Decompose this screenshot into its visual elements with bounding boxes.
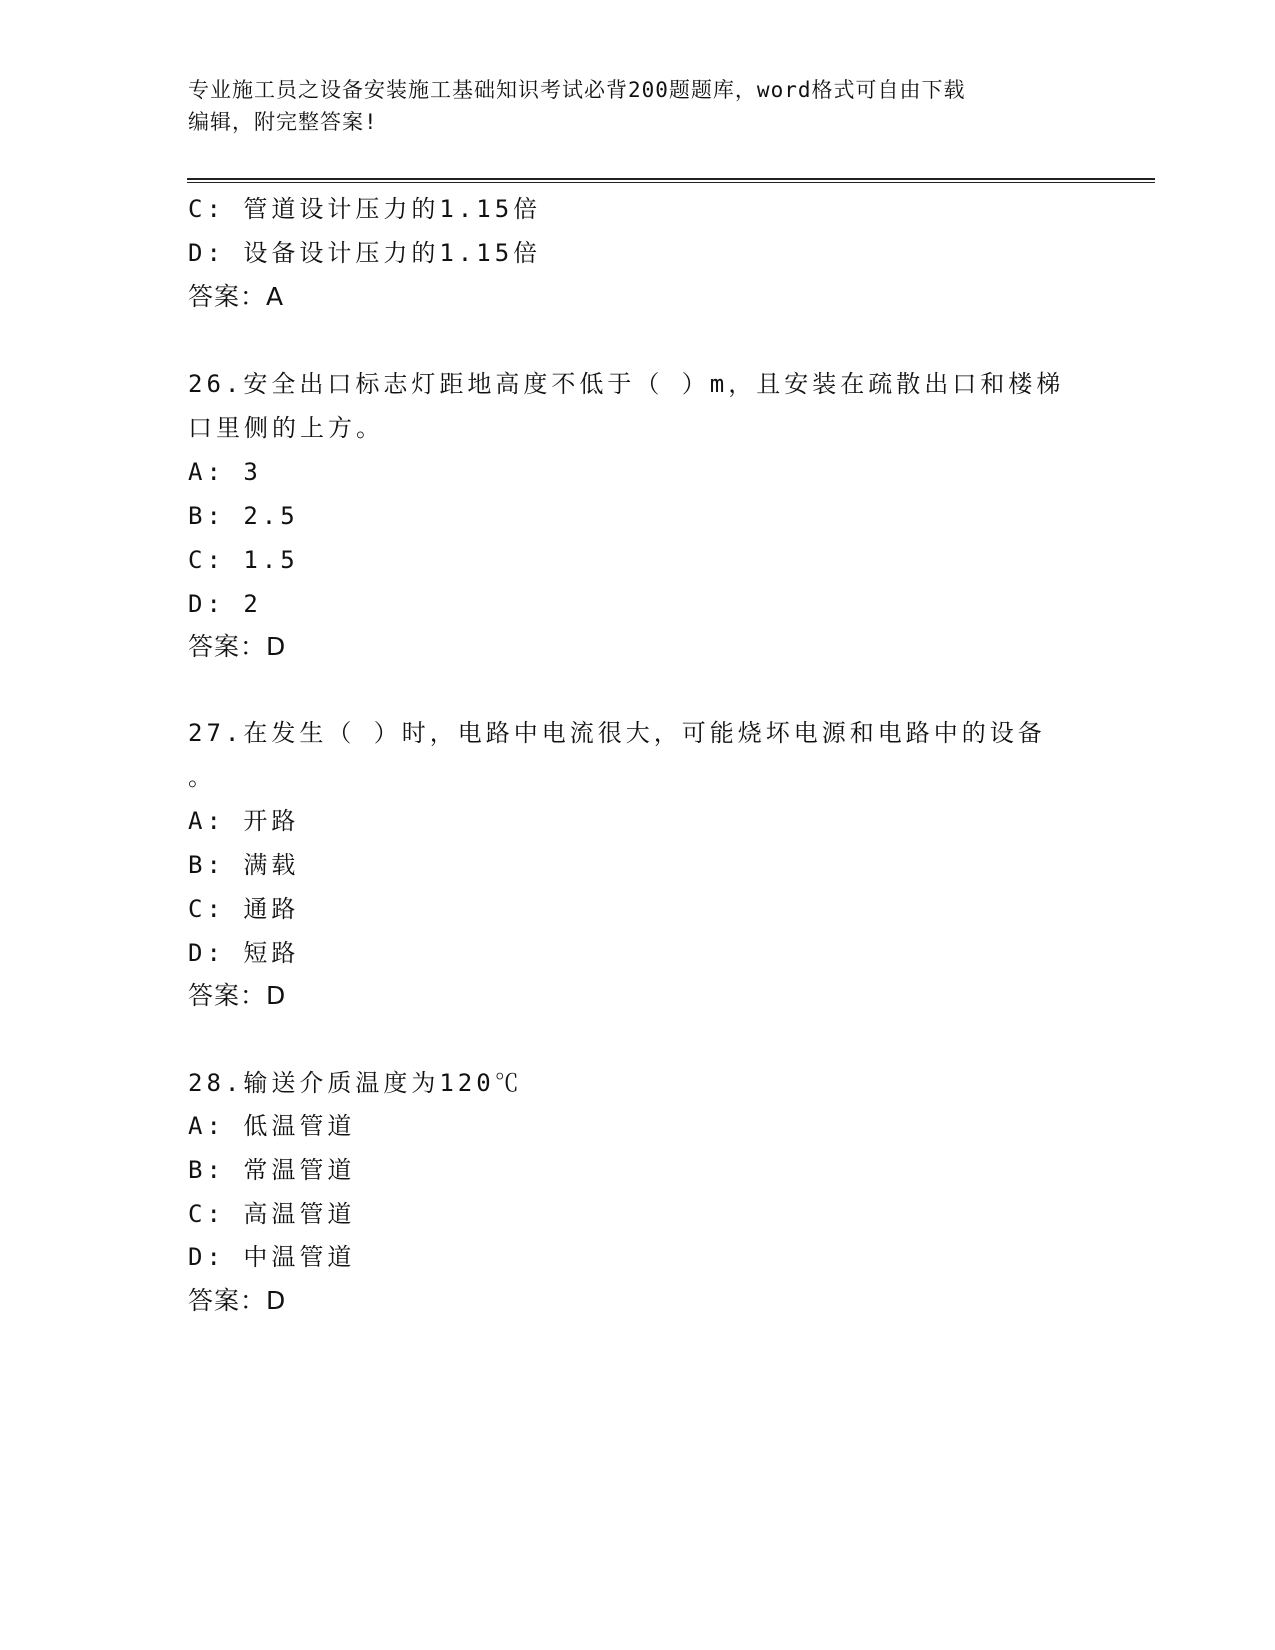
question-26-option-c: C: 1.5 [188, 546, 299, 574]
question-26-stem-line-2: 口里侧的上方。 [188, 414, 384, 442]
question-27-answer: 答案：D [188, 981, 287, 1010]
question-28-option-a: A: 低温管道 [188, 1112, 356, 1140]
answer-line: 答案：A [188, 282, 285, 311]
question-28-option-d: D: 中温管道 [188, 1243, 356, 1271]
header-title-line-1: 专业施工员之设备安装施工基础知识考试必背200题题库，word格式可自由下载 [188, 78, 966, 102]
question-27-option-c: C: 通路 [188, 895, 300, 923]
option-c: C: 管道设计压力的1.15倍 [188, 195, 542, 223]
question-27-option-a: A: 开路 [188, 807, 300, 835]
question-28-option-b: B: 常温管道 [188, 1156, 356, 1184]
page-header [188, 74, 1078, 138]
question-27-option-b: B: 满载 [188, 851, 300, 879]
header-title-line-2: 编辑，附完整答案! [188, 110, 378, 134]
question-28-option-c: C: 高温管道 [188, 1200, 356, 1228]
question-26-answer: 答案：D [188, 632, 287, 661]
question-26-option-b: B: 2.5 [188, 502, 299, 530]
question-26-option-a: A: 3 [188, 458, 262, 486]
question-27-stem-line-2: 。 [188, 763, 216, 791]
option-d: D: 设备设计压力的1.15倍 [188, 239, 542, 267]
question-27-option-d: D: 短路 [188, 939, 300, 967]
header-divider [187, 178, 1155, 183]
question-28-stem: 28.输送介质温度为120℃ [188, 1069, 523, 1097]
question-26-stem-line-1: 26.安全出口标志灯距地高度不低于（ ）m，且安装在疏散出口和楼梯 [188, 370, 1065, 398]
question-27-stem-line-1: 27.在发生（ ）时，电路中电流很大，可能烧坏电源和电路中的设备 [188, 719, 1046, 747]
question-28-answer: 答案：D [188, 1286, 287, 1315]
question-26-option-d: D: 2 [188, 590, 262, 618]
